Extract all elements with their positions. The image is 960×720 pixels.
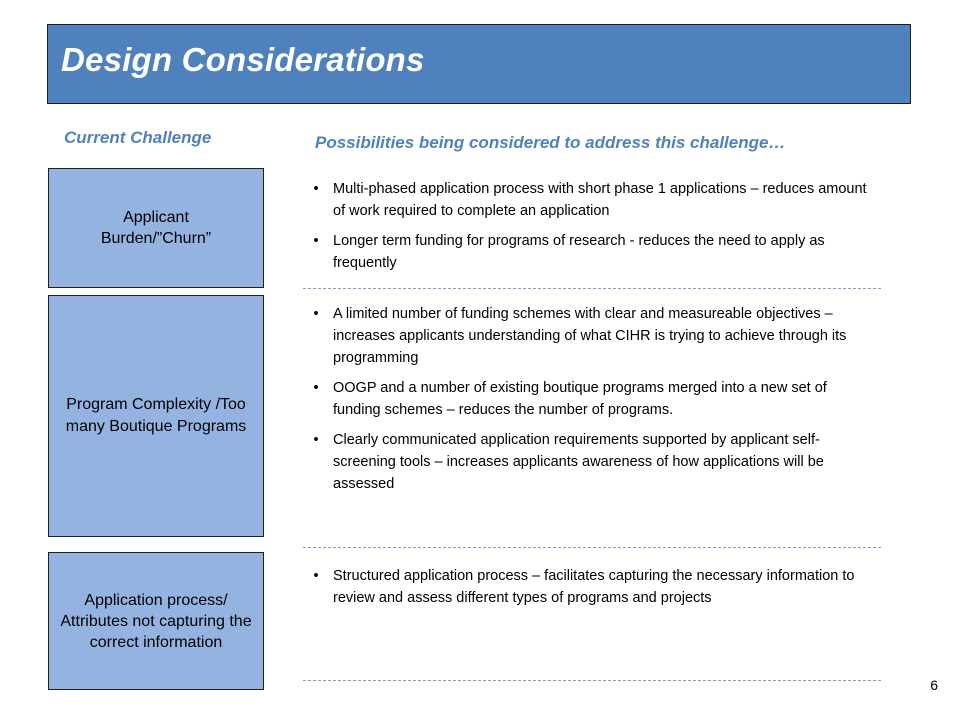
challenge-label: Applicant Burden/”Churn” xyxy=(100,209,212,247)
bullet-item: • Structured application process – facilitates capturing the necessary information to review and assess different types of programs and projects xyxy=(309,565,869,609)
page-number: 6 xyxy=(930,677,938,693)
bullet-item: • A limited number of funding schemes with clear and measureable objectives – increases applicants understanding of what CIHR is trying to achieve through its programming xyxy=(309,303,871,369)
page-title: Design Considerations xyxy=(61,41,425,78)
bullet-list-application-process xyxy=(309,565,869,617)
challenge-label: Program Complexity /Too many Boutique Programs xyxy=(65,396,247,435)
bullet-item: • OOGP and a number of existing boutique programs merged into a new set of funding schemes – reduces the number of programs. xyxy=(309,377,871,421)
row-divider xyxy=(303,680,881,681)
bullet-item: • Longer term funding for programs of research - reduces the need to apply as frequently xyxy=(309,230,879,274)
bullet-list-applicant-burden xyxy=(309,178,879,282)
title-bar xyxy=(47,24,911,104)
challenge-box-program-complexity xyxy=(48,295,264,537)
bullet-icon: • xyxy=(313,233,319,249)
challenge-label: Application process/ Attributes not capturing the correct information xyxy=(60,591,252,651)
bullet-list-program-complexity xyxy=(309,303,871,503)
bullet-icon: • xyxy=(313,306,319,322)
bullet-icon: • xyxy=(313,432,319,448)
bullet-item: • Multi-phased application process with short phase 1 applications – reduces amount of work required to complete an application xyxy=(309,178,879,222)
challenge-box-applicant-burden xyxy=(48,168,264,288)
bullet-icon: • xyxy=(313,568,319,584)
row-divider xyxy=(303,288,881,289)
current-challenge-header: Current Challenge xyxy=(64,128,212,147)
bullet-item: • Clearly communicated application requirements supported by applicant self-screening tools – increases applicants awareness of how applications will be assessed xyxy=(309,429,871,495)
challenge-box-application-process xyxy=(48,552,264,690)
possibilities-header: Possibilities being considered to address this challenge… xyxy=(315,133,786,152)
bullet-icon: • xyxy=(313,181,319,197)
row-divider xyxy=(303,547,881,548)
bullet-icon: • xyxy=(313,380,319,396)
